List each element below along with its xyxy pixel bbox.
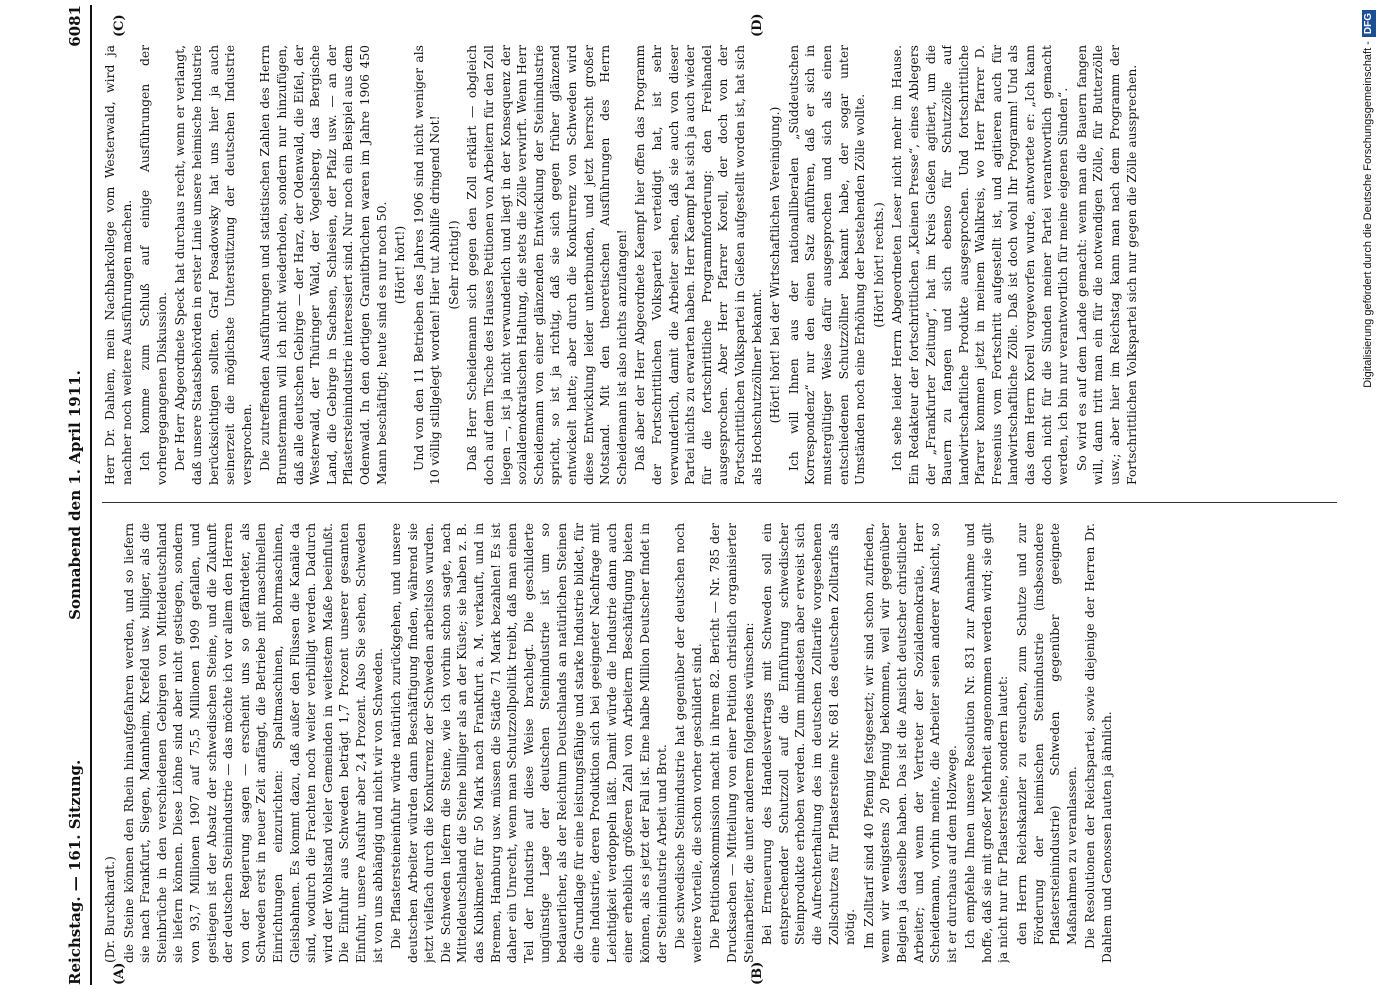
digitization-credit — [1358, 10, 1378, 990]
paragraph: Daß aber der Herr Abgeordnete Kaempf hier offen das Programm der Fortschrittlichen Volkspartei verteidigt hat, ist sehr verwunderlich, damit die Arbeiter sehen, daß sie auch von dieser Partei nichts zu erwarten haben. Herr Kaempf hat sich ja auch wieder für die fortschrittliche Programmforderung: den Freihandel ausgesprochen. Aber Herr Pfarrer Korell, der doch von der Fortschrittlichen Volkspartei in Gießen aufgestellt worden ist, hat sich als Hochschutzzöllner bekannt. — [633, 45, 764, 485]
speaker-label: (Dr. Burckhardt.) — [103, 856, 117, 963]
margin-marker-d: (D) — [750, 13, 765, 37]
interjection: (Hört! hört! bei der Wirtschaftlichen Vereinigung.) — [768, 106, 783, 424]
paragraph: Die schwedische Steinindustrie hat gegenüber der deutschen noch weitere Vorteile, die schon vorher geschildert sind. — [673, 523, 704, 963]
header-rule — [90, 5, 92, 985]
paragraph: Der Herr Abgeordnete Speck hat durchaus recht, wenn er verlangt, daß unsere Staatsbehörden in erster Linie unsere heimische Industrie berücksichtigen sollten. Graf Posadowsky hat uns hier ja auch seinerzeit die möglichste Unterstützung der deutschen Industrie versprochen. — [173, 45, 254, 485]
quoted-resolution: den Herrn Reichskanzler zu ersuchen, zum Schutze und zur Förderung der heimischen Steinindustrie (insbesondere Pflastersteinindustrie) Schweden gegenüber geeignete Maßnahmen zu veranlassen. — [1015, 523, 1079, 945]
dfg-logo: DFG — [1362, 10, 1376, 37]
header-session: Reichstag. — 161. Sitzung. — [66, 759, 84, 985]
paragraph: Ich will Ihnen aus der nationalliberalen „Süddeutschen Korrespondenz“ nur den einen Satz anführen, daß er sich in mustergültiger Weise dafür ausgesprochen und sich als einen entschiedenen Schutzzöllner bekannt habe, der sogar unter Umständen noch eine Erhöhung der bestehenden Zölle wollte. — [786, 45, 868, 485]
paragraph: Ich komme zum Schluß auf einige Ausführungen der vorhergegangenen Diskussion. — [138, 45, 169, 485]
paragraph: Die Pflastersteineinfuhr würde natürlich zurückgehen, und unsere deutschen Arbeiter würden dann Beschäftigung finden, während sie jetzt vielfach durch die Konkurrenz der Schweden arbeitslos wurden. Die Schweden liefern die Steine, wie ich vorhin schon sagte, nach Mitteldeutschland die Steine billiger als an der Küste; sie haben z. B. das Kubikmeter für 50 Mark nach Frankfurt a. M. verkauft, und in Bremen, Hamburg usw. müssen die Städte 71 Mark bezahlen! Es ist daher ein Unrecht, wenn man Schutzzollpolitik treibt, daß man einen Teil der Industrie auf diese Weise brachlegt. Die geschilderte ungünstige Lage der deutschen Steinindustrie ist um so bedauerlicher, als der Reichtum Deutschlands an natürlichen Steinen die Grundlage für eine leistungsfähige und starke Industrie bildet, für eine Industrie, deren Produktion sich bei geeigneter Nachfrage mit Leichtigkeit verdoppeln läßt. Damit würde die Industrie dann auch einer erheblich größeren Zahl von Arbeitern Beschäftigung bieten können, als es jetzt der Fall ist. Eine halbe Million Deutscher findet in der Steinindustrie Arbeit und Brot. — [389, 523, 669, 963]
header-date: Sonnabend den 1. April 1911. — [66, 370, 84, 620]
rotated-document — [60, 5, 1343, 985]
page-number: 6081 — [66, 5, 84, 47]
paragraph: Daß Herr Scheidemann sich gegen den Zoll erklärt — obgleich doch auf dem Tische des Hauses Petitionen von Arbeitern für den Zoll liegen —, ist ja nicht verwunderlich und liegt in der Konsequenz der sozialdemokratischen Haltung, die stets die Zölle verwirft. Wenn Herr Scheidemann von einer glänzenden Entwicklung der Steinindustrie spricht, so ist ja richtig, daß sie sich gegen früher glänzend entwickelt hatte; aber durch die Konkurrenz von Schweden wird diese Entwicklung leider unterbunden, und jetzt herrscht großer Notstand. Mit den theoretischen Ausführungen des Herrn Scheidemann ist also nichts anzufangen! — [465, 45, 629, 485]
page-header — [60, 5, 90, 985]
paragraph: die Steine können den Rhein hinaufgefahren werden, und so liefern sie nach Frankfurt, Siegen, Mannheim, Krefeld usw. billiger, als die Steinbrüche in den verschiedenen Gebirgen von Mitteldeutschland sie liefern können. Diese Löhne sind aber nicht gestiegen, sondern von 93,7 Millionen 1907 auf 75,5 Millionen 1909 gefallen, und gestiegen ist der Absatz der schwedischen Steine, und die Zukunft der deutschen Steinindustrie — das möchte ich vor allem den Herren von der Regierung sagen — erscheint uns so gefährdeter, als Schweden erst in neuer Zeit anfängt, die Betriebe mit maschinellen Einrichtungen einzurichten: Spaltmaschinen, Bohrmaschinen, Gleisbahnen. Es kommt dazu, daß außer den Flüssen die Kanäle da sind, wodurch die Frachten noch weiter verbilligt werden. Dadurch wird der Wohlstand vieler Gemeinden in weitestem Maße beeinflußt. Die Einfuhr aus Schweden beträgt 1,7 Prozent unserer gesamten Einfuhr, unsere Ausfuhr aber 2,4 Prozent. Also Sie sehen, Schweden ist von uns abhängig und nicht wir von Schweden. — [121, 523, 385, 963]
paragraph: Im Zolltarif sind 40 Pfennig festgesetzt; wir sind schon zufrieden, wenn wir wenigstens 20 Pfennig bekommen, weil wir gegenüber Belgien ja dasselbe haben. Das ist die Ansicht deutscher christlicher Arbeiter; und wenn der Vertreter der Sozialdemokratie, Herr Scheidemann, vorhin meinte, die Arbeiter seien anderer Ansicht, so ist er durchaus auf dem Holzwege. — [861, 523, 959, 963]
interjection: (Hört! hört! rechts.) — [871, 202, 886, 328]
paragraph: Die Resolutionen der Reichspartei, sowie diejenige der Herren Dr. Dahlem und Genossen lauten ja ähnlich. — [1083, 523, 1115, 963]
paragraph: So wird es auf dem Lande gemacht: wenn man die Bauern fangen will, dann tritt man ein für die notwendigen Zölle, für Butterzölle usw.; aber hier im Reichstag kann man nach dem Programm der Fortschrittlichen Volkspartei sich nur gegen die Zölle aussprechen. — [1074, 45, 1139, 485]
column-divider — [102, 502, 1337, 503]
paragraph: Ich empfehle Ihnen unsere Resolution Nr. 831 zur Annahme und hoffe, daß sie mit großer Mehrheit angenommen werden wird; sie gilt ja nicht nur für Pflastersteine, sondern lautet: — [963, 523, 1011, 963]
paragraph: Herr Dr. Dahlem, mein Nachbarkollege vom Westerwald, wird ja nachher noch weitere Ausführungen machen. — [103, 45, 134, 485]
paragraph: Und von den 11 Betrieben des Jahres 1906 sind nicht weniger als 10 völlig stillgelegt worden! Hier tut Abhilfe dringend Not! — [411, 45, 443, 485]
interjection: (Hört! hört!) — [393, 225, 408, 305]
interjection: (Sehr richtig!) — [446, 220, 461, 310]
paragraph: Die zutreffenden Ausführungen und statistischen Zahlen des Herrn Brunstermann will ich nicht wiederholen, sondern nur hinzufügen, daß alle deutschen Gebirge — der Harz, der Odenwald, die Eifel, der Westerwald, der Thüringer Wald, der Vogelsberg, das Bergische Land, die Gebirge in Sachsen, Schlesien, der Pfalz usw. — an der Pflastersteinindustrie interessiert sind. Nur noch ein Beispiel aus dem Odenwald. In den dortigen Granitbrüchen waren im Jahre 1906 450 Mann beschäftigt; heute sind es nur noch 50. — [258, 45, 389, 485]
margin-marker-b: (B) — [750, 961, 765, 985]
left-column — [102, 523, 1337, 963]
paragraph: Die Petitionskommission macht in ihrem 82. Bericht — Nr. 785 der Drucksachen — Mitteilung von einer Petition christlich organisierter Steinarbeiter, die unter anderem folgendes wünschen: — [708, 523, 756, 963]
paragraph: Ich sehe leider Herrn Abgeordneten Leser nicht mehr im Hause. Ein Redakteur der fortschrittlichen „Kleinen Presse“, eines Ablegers der „Frankfurter Zeitung“, hat im Kreis Gießen agitiert, um die Bauern zu fangen und sich ebenso für Schutzzölle auf landwirtschaftliche Produkte ausgesprochen. Und fortschrittliche Pfarrer kommen jetzt in meinem Wahlkreis, wo Herr Pfarrer D. Fresenius vom Fortschritt aufgestellt ist, und agitieren auch für landwirtschaftliche Zölle. Daß ist doch wohl Ihr Programm! Und als das dem Herrn Korell vorgeworfen wurde, antwortete er: „Ich kann doch nicht für die Sünden meiner Partei verantwortlich gemacht werden, ich bin nur verantwortlich für meine eigenen Sünden“. — [890, 45, 1071, 485]
right-column — [102, 45, 1337, 485]
margin-marker-c: (C) — [112, 14, 127, 37]
quoted-petition: Bei Erneuerung des Handelsvertrags mit Schweden soll ein entsprechender Schutzzoll auf die Einführung schwedischer Steinprodukte erhoben werden. Zum mindesten aber erweist sich die Aufrechterhaltung des im deutschen Zolltarife vorgesehenen Zollschutzes für Pflastersteine Nr. 681 des deutschen Zolltarifs als nötig. — [760, 523, 858, 945]
margin-marker-a: (A) — [112, 962, 127, 985]
credit-text: Digitalisierung gefördert durch die Deutsche Forschungsgemeinschaft - — [1362, 41, 1374, 388]
